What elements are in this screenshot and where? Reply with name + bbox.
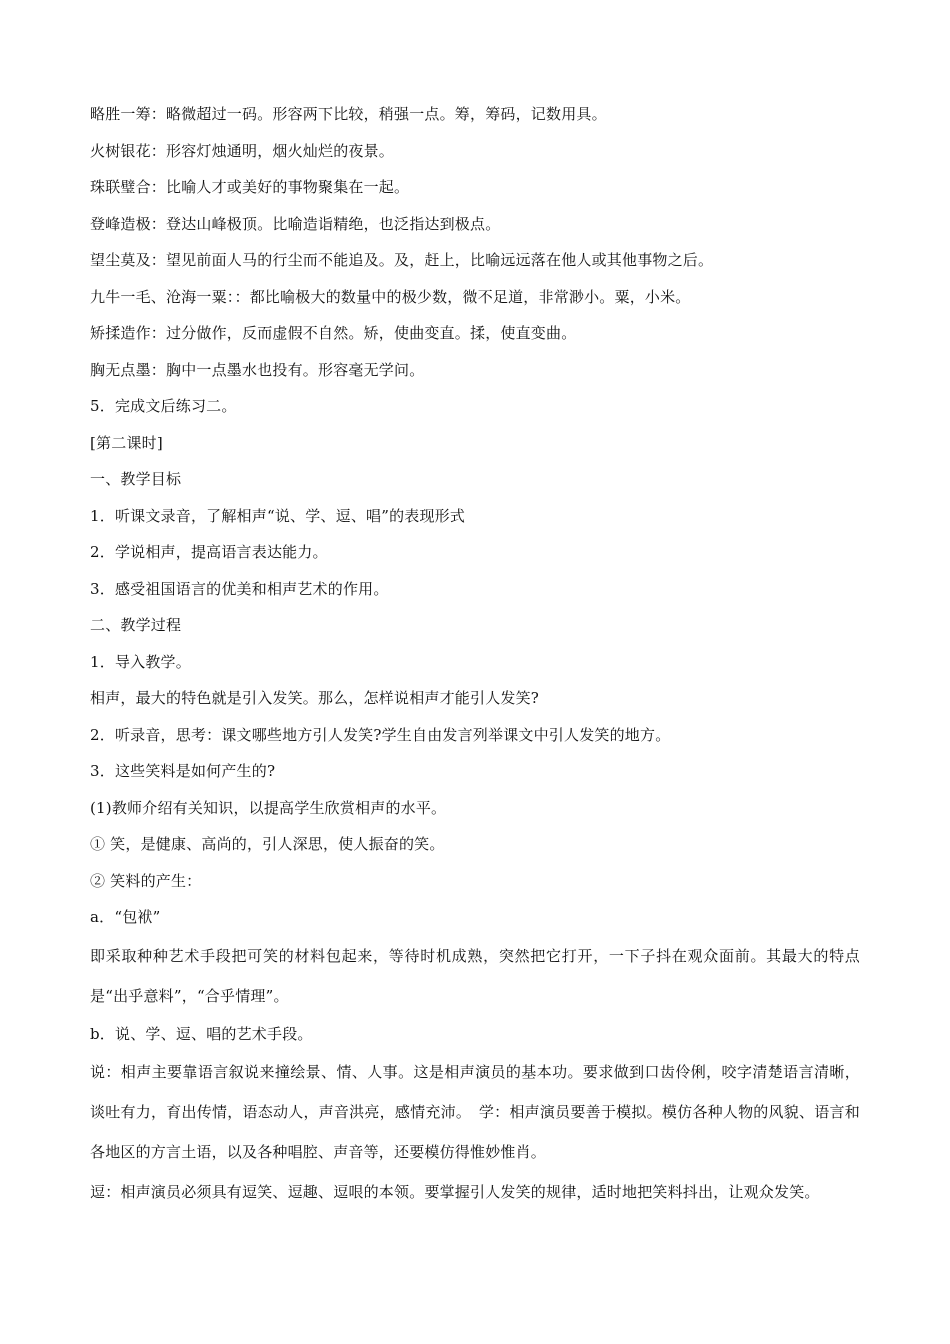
- paragraph-baofu: 即采取种种艺术手段把可笑的材料包起来，等待时机成熟，突然把它打开，一下子抖在观众面前。其最大的特点是“出乎意料”，“合乎情理”。: [90, 946, 860, 1005]
- item-b-techniques: b．说、学、逗、唱的艺术手段。: [90, 1024, 313, 1043]
- goal-2: 2．学说相声，提高语言表达能力。: [90, 543, 328, 561]
- idiom-lueshengyichou: 略胜一筹：略微超过一码。形容两下比较，稍强一点。筹，筹码，记数用具。: [90, 105, 607, 123]
- process-3: 3．这些笑料是如何产生的?: [90, 762, 276, 780]
- goal-1: 1．听课文录音，了解相声“说、学、逗、唱”的表现形式: [90, 506, 466, 525]
- item-a-baofu: a．“包袱”: [90, 908, 161, 926]
- heading-teaching-process: 二、教学过程: [90, 616, 182, 634]
- point-laugh: ① 笑，是健康、高尚的，引人深思，使人振奋的笑。: [90, 835, 445, 853]
- process-3-1: (1)教师介绍有关知识，以提高学生欣赏相声的水平。: [90, 798, 447, 817]
- step-5: 5．完成文后练习二。: [90, 397, 237, 415]
- idiom-huoshuyinhua: 火树银花：形容灯烛通明，烟火灿烂的夜景。: [90, 141, 395, 160]
- process-1: 1．导入教学。: [90, 652, 191, 671]
- paragraph-dou: 逗：相声演员必须具有逗笑、逗趣、逗哏的本领。要掌握引人发笑的规律，适时地把笑料抖出，让观众发笑。: [90, 1183, 820, 1201]
- idiom-dengfengzaoji: 登峰造极：登达山峰极顶。比喻造诣精绝，也泛指达到极点。: [90, 214, 501, 233]
- idiom-wangchenmoji: 望尘莫及：望见前面人马的行尘而不能追及。及，赶上，比喻远远落在他人或其他事物之后。: [90, 251, 714, 269]
- goal-3: 3．感受祖国语言的优美和相声艺术的作用。: [90, 579, 389, 598]
- paragraph-shuo-xue: 说：相声主要靠语言叙说来撞绘景、情、人事。这是相声演员的基本功。要求做到口齿伶俐，咬字清楚语言清晰，谈吐有力，育出传情，语态动人，声音洪亮，感情充沛。 学：相声演员要善于模拟。模仿各种人物的风貌、语言和各地区的方言土语，以及各种唱腔、声音等，还要模仿得惟妙惟肖。: [90, 1063, 860, 1161]
- process-1-text: 相声，最大的特色就是引入发笑。那么，怎样说相声才能引人发笑?: [90, 689, 540, 707]
- idiom-jiaorouzaozuo: 矫揉造作：过分做作，反而虚假不自然。矫，使曲变直。揉，使直变曲。: [90, 324, 577, 342]
- point-joke-origin: ② 笑料的产生：: [90, 871, 202, 890]
- section-second-lesson: [第二课时]: [90, 433, 163, 452]
- document-page: [90, 96, 860, 1212]
- idiom-xiongwudianmo: 胸无点墨：胸中一点墨水也投有。形容毫无学问。: [90, 360, 425, 379]
- process-2: 2．听录音，思考：课文哪些地方引人发笑?学生自由发言列举课文中引人发笑的地方。: [90, 725, 671, 744]
- idiom-jiuniuyimao: 九牛一毛、沧海一粟：：都比喻极大的数量中的极少数，微不足道，非常渺小。粟，小米。: [90, 287, 691, 306]
- idiom-zhulianbihe: 珠联璧合：比喻人才或美好的事物聚集在一起。: [90, 178, 410, 196]
- heading-teaching-goals: 一、教学目标: [90, 470, 182, 488]
